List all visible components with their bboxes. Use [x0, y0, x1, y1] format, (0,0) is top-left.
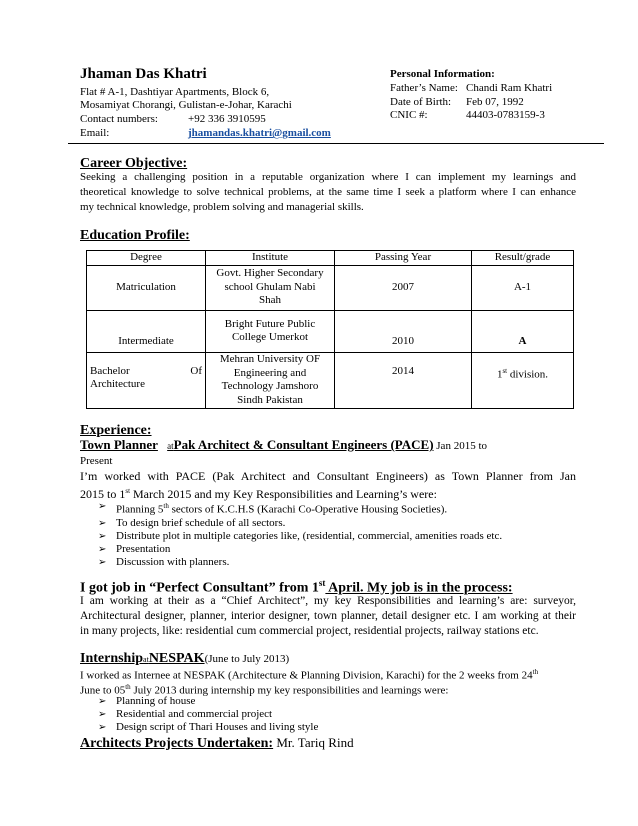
grade-sup: st: [502, 366, 508, 375]
internship-sup: th: [125, 683, 131, 691]
dob-value: Feb 07, 1992: [466, 96, 524, 108]
institute-line: Shah: [259, 294, 281, 307]
institute-line: College Umerkot: [231, 331, 309, 343]
cnic-value: 44403-0783159-3: [466, 109, 545, 121]
header-divider: [68, 143, 604, 144]
list-item: ➢ Presentation: [98, 543, 502, 556]
list-item: ➢ Residential and commercial project: [98, 708, 318, 721]
perfect-line-3: in many projects, like: residential cum commercial project, residential projects, railway stations etc.: [80, 625, 539, 637]
address-line-1: Flat # A-1, Dashtiyar Apartments, Block 6,: [80, 86, 270, 98]
year-cell: 2010: [335, 310, 472, 352]
grade-cell: [472, 352, 574, 408]
internship-sup: th: [532, 668, 539, 676]
projects-title: Architects Projects Undertaken:: [80, 736, 274, 751]
education-title: Education Profile:: [80, 228, 190, 243]
list-item: ➢ Distribute plot in multiple categories like, (residential, commercial, amenities roads etc.: [98, 530, 502, 543]
heading-part: April. My job is in the process:: [325, 580, 513, 596]
bullet-text: sectors of K.C.H.S (Karachi Co-Operative Housing Societies).: [168, 503, 448, 516]
job-present: Present: [80, 455, 113, 467]
dob-label: Date of Birth:: [390, 96, 452, 108]
year-cell: 2007: [335, 265, 472, 310]
projects-person: Mr. Tariq Rind: [273, 735, 354, 750]
bullet-sup: th: [163, 502, 169, 510]
list-item: [98, 500, 502, 517]
education-table: [86, 250, 574, 409]
col-degree: Degree: [87, 251, 206, 266]
institute-line: school Ghulam Nabi: [224, 280, 316, 293]
grade-cell: A: [472, 310, 574, 352]
institute-line: Mehran University OF: [219, 353, 321, 365]
address-line-2: Mosamiyat Chorangi, Gulistan-e-Johar, Karachi: [80, 99, 292, 111]
internship-text: July 2013 during internship my key responsibilities and learnings were:: [130, 684, 449, 697]
career-objective-title: Career Objective:: [80, 156, 188, 171]
institute-line: Sindh Pakistan: [237, 393, 303, 406]
grade-cell: A-1: [472, 265, 574, 310]
experience-bullets: [98, 500, 502, 570]
table-row: [87, 265, 574, 310]
perfect-line-1: I am working at their as a “Chief Architect”, my key Responsibilities and learning’s are: surveyor,: [80, 595, 576, 607]
job-date: Jan 2015 to: [433, 440, 488, 452]
degree-line: Architecture: [90, 378, 145, 390]
exp-sup: st: [125, 487, 131, 495]
perfect-line-2: Architectural designer, planner, interior designer, town planner, detail designer etc. I am working at their: [80, 610, 576, 622]
institute-cell: [206, 310, 335, 352]
institute-cell: [206, 265, 335, 310]
cnic-label: CNIC #:: [390, 109, 428, 121]
internship-text: I worked as Internee at NESPAK (Architecture & Planning Division, Karachi) for the 2 weeks from 24: [80, 669, 533, 682]
institute-line: Bright Future Public: [224, 317, 316, 330]
job-at: at: [167, 441, 174, 451]
internship-bullets: [98, 695, 318, 735]
col-institute: Institute: [206, 251, 335, 266]
internship-word: Internship: [80, 651, 144, 666]
bullet-text: Planning 5: [116, 503, 164, 516]
table-row: [87, 310, 574, 352]
col-result-grade: Result/grade: [472, 251, 574, 266]
degree-line: [90, 365, 202, 379]
internship-at: at: [143, 655, 149, 664]
degree-cell: Intermediate: [87, 310, 206, 352]
year-cell: 2014: [335, 352, 472, 408]
list-item: ➢ Design script of Thari Houses and living style: [98, 721, 318, 734]
exp-line-2a: 2015 to 1: [80, 487, 126, 501]
job-heading: [80, 437, 576, 453]
career-line-1: Seeking a challenging position in a reputable organization where I can implement my learnings and: [80, 171, 576, 183]
degree-cell: [87, 352, 206, 408]
father-label: Father’s Name:: [390, 82, 458, 94]
email-label: Email:: [80, 127, 110, 139]
projects-heading: [80, 734, 354, 752]
list-item: ➢ Planning of house: [98, 695, 318, 708]
company-name: Pak Architect & Consultant Engineers (PACE): [173, 437, 434, 452]
career-line-3: my technical knowledge, problem solving and managerial skills.: [80, 201, 364, 213]
table-row: [87, 352, 574, 408]
internship-text: June to 05: [80, 684, 126, 697]
contact-value: +92 336 3910595: [188, 113, 266, 125]
heading-part: I got job in “Perfect Consultant” from 1: [80, 580, 319, 596]
degree-cell: Matriculation: [87, 265, 206, 310]
list-item: ➢ To design brief schedule of all sectors.: [98, 517, 502, 530]
contact-label: Contact numbers:: [80, 113, 158, 125]
exp-line-2b: March 2015 and my Key Responsibilities and Learning’s were:: [130, 487, 437, 501]
institute-line: Engineering and: [233, 366, 307, 379]
candidate-name: Jhaman Das Khatri: [80, 66, 207, 82]
career-line-2: theoretical knowledge to solve technical problems, at the same time I seek a platform where I can enhance: [80, 186, 576, 198]
personal-info-title: Personal Information:: [390, 68, 495, 80]
institute-cell: [206, 352, 335, 408]
grade-num: 1: [496, 368, 503, 381]
degree-word: Of: [190, 364, 202, 377]
exp-line-1: I’m worked with PACE (Pak Architect and Consultant Engineers) as Town Planner from Jan: [80, 469, 576, 483]
list-item: ➢ Discussion with planners.: [98, 556, 502, 569]
experience-title: Experience:: [80, 423, 152, 438]
job-title: Town Planner: [80, 437, 158, 452]
internship-dates: (June to July 2013): [204, 653, 290, 665]
email-link[interactable]: jhamandas.khatri@gmail.com: [188, 127, 331, 139]
institute-line: Technology Jamshoro: [221, 380, 319, 392]
father-value: Chandi Ram Khatri: [466, 82, 553, 94]
grade-rest: division.: [507, 368, 549, 381]
degree-word: Bachelor: [90, 364, 130, 377]
internship-company: NESPAK: [148, 651, 205, 666]
institute-line: Govt. Higher Secondary: [216, 267, 324, 280]
heading-sup: st: [318, 578, 326, 588]
col-passing-year: Passing Year: [335, 251, 472, 266]
table-header-row: [87, 251, 574, 266]
